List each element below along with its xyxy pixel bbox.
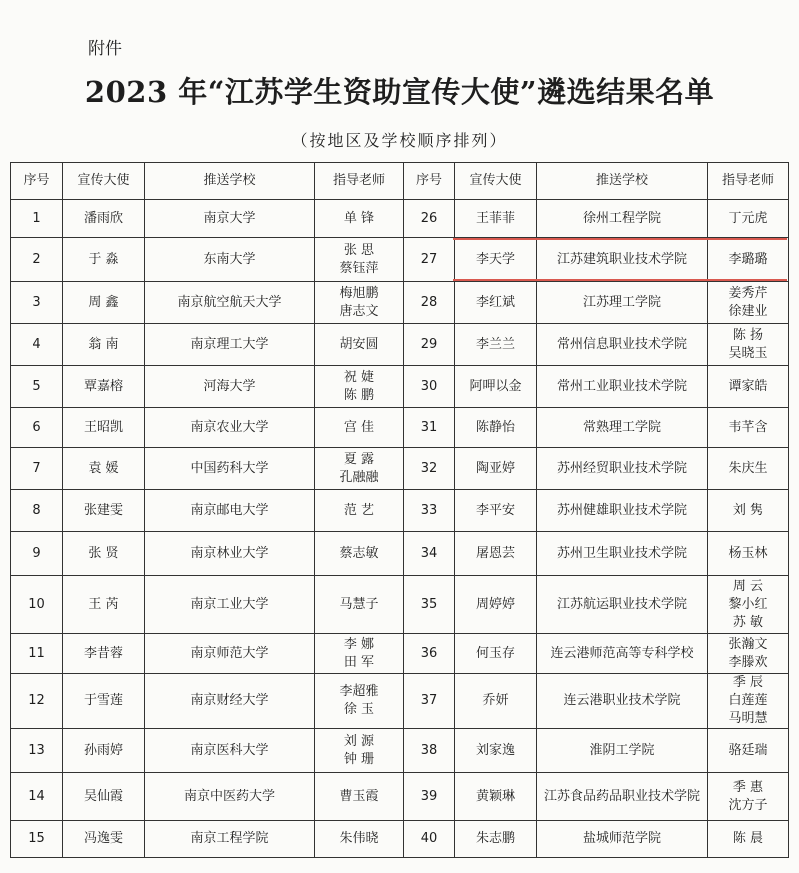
header-cell: 序号 bbox=[404, 163, 455, 200]
school-name: 常熟理工学院 bbox=[537, 408, 708, 448]
row-number: 12 bbox=[11, 674, 63, 729]
advisor-names: 陈 扬 吴晓玉 bbox=[708, 324, 789, 366]
table-row bbox=[11, 634, 789, 674]
school-name: 南京师范大学 bbox=[145, 634, 315, 674]
table-row bbox=[11, 282, 789, 324]
table-body bbox=[11, 200, 789, 858]
advisor-names: 刘 源 钟 珊 bbox=[315, 729, 404, 773]
ambassador-name: 阿呷以金 bbox=[455, 366, 537, 408]
table-row bbox=[11, 674, 789, 729]
advisor-names: 张 思 蔡钰萍 bbox=[315, 238, 404, 282]
table-row bbox=[11, 238, 789, 282]
row-number: 32 bbox=[404, 448, 455, 490]
ambassador-name: 于雪莲 bbox=[63, 674, 145, 729]
advisor-names: 胡安圆 bbox=[315, 324, 404, 366]
row-number: 8 bbox=[11, 490, 63, 532]
school-name: 南京医科大学 bbox=[145, 729, 315, 773]
school-name: 南京理工大学 bbox=[145, 324, 315, 366]
table-row bbox=[11, 366, 789, 408]
row-number: 40 bbox=[404, 821, 455, 858]
ambassador-name: 翁 南 bbox=[63, 324, 145, 366]
ambassador-name: 刘家逸 bbox=[455, 729, 537, 773]
ambassador-name: 何玉存 bbox=[455, 634, 537, 674]
row-number: 3 bbox=[11, 282, 63, 324]
advisor-names: 朱伟晓 bbox=[315, 821, 404, 858]
table-row bbox=[11, 821, 789, 858]
school-name: 苏州经贸职业技术学院 bbox=[537, 448, 708, 490]
ambassador-name: 潘雨欣 bbox=[63, 200, 145, 238]
row-number: 9 bbox=[11, 532, 63, 576]
advisor-names: 张瀚文 李滕欢 bbox=[708, 634, 789, 674]
ambassador-name: 周 鑫 bbox=[63, 282, 145, 324]
header-cell: 推送学校 bbox=[537, 163, 708, 200]
ambassador-name: 张 贤 bbox=[63, 532, 145, 576]
ambassador-name: 乔妍 bbox=[455, 674, 537, 729]
header-cell: 序号 bbox=[11, 163, 63, 200]
row-number: 6 bbox=[11, 408, 63, 448]
advisor-names: 曹玉霞 bbox=[315, 773, 404, 821]
ambassador-name: 冯逸雯 bbox=[63, 821, 145, 858]
ambassador-name: 孙雨婷 bbox=[63, 729, 145, 773]
advisor-names: 李璐璐 bbox=[708, 238, 789, 282]
header-cell: 宣传大使 bbox=[63, 163, 145, 200]
advisor-names: 马慧子 bbox=[315, 576, 404, 634]
row-number: 37 bbox=[404, 674, 455, 729]
table-row bbox=[11, 576, 789, 634]
school-name: 南京中医药大学 bbox=[145, 773, 315, 821]
ambassador-name: 李平安 bbox=[455, 490, 537, 532]
row-number: 36 bbox=[404, 634, 455, 674]
row-number: 10 bbox=[11, 576, 63, 634]
row-number: 28 bbox=[404, 282, 455, 324]
highlight-line-top bbox=[453, 238, 787, 240]
ambassador-name: 李昔蓉 bbox=[63, 634, 145, 674]
school-name: 苏州卫生职业技术学院 bbox=[537, 532, 708, 576]
table-header-row bbox=[11, 163, 789, 200]
ambassador-name: 黄颖琳 bbox=[455, 773, 537, 821]
header-cell: 宣传大使 bbox=[455, 163, 537, 200]
advisor-names: 姜秀芹 徐建业 bbox=[708, 282, 789, 324]
ambassador-name: 袁 媛 bbox=[63, 448, 145, 490]
advisor-names: 韦芊含 bbox=[708, 408, 789, 448]
advisor-names: 陈 晨 bbox=[708, 821, 789, 858]
row-number: 15 bbox=[11, 821, 63, 858]
table-row bbox=[11, 408, 789, 448]
table-row bbox=[11, 200, 789, 238]
advisor-names: 李超雅 徐 玉 bbox=[315, 674, 404, 729]
advisor-names: 朱庆生 bbox=[708, 448, 789, 490]
row-number: 11 bbox=[11, 634, 63, 674]
ambassador-name: 王菲菲 bbox=[455, 200, 537, 238]
row-number: 39 bbox=[404, 773, 455, 821]
row-number: 13 bbox=[11, 729, 63, 773]
row-number: 1 bbox=[11, 200, 63, 238]
row-number: 33 bbox=[404, 490, 455, 532]
school-name: 南京工程学院 bbox=[145, 821, 315, 858]
school-name: 南京航空航天大学 bbox=[145, 282, 315, 324]
row-number: 4 bbox=[11, 324, 63, 366]
page-subtitle: （按地区及学校顺序排列） bbox=[291, 131, 508, 150]
advisor-names: 李 娜 田 军 bbox=[315, 634, 404, 674]
advisor-names: 蔡志敏 bbox=[315, 532, 404, 576]
row-number: 26 bbox=[404, 200, 455, 238]
ambassador-name: 李天学 bbox=[455, 238, 537, 282]
advisor-names: 祝 婕 陈 鹏 bbox=[315, 366, 404, 408]
ambassador-name: 李红斌 bbox=[455, 282, 537, 324]
school-name: 江苏航运职业技术学院 bbox=[537, 576, 708, 634]
row-number: 5 bbox=[11, 366, 63, 408]
advisor-names: 丁元虎 bbox=[708, 200, 789, 238]
row-number: 7 bbox=[11, 448, 63, 490]
school-name: 徐州工程学院 bbox=[537, 200, 708, 238]
table-row bbox=[11, 729, 789, 773]
advisor-names: 周 云 黎小红 苏 敏 bbox=[708, 576, 789, 634]
school-name: 南京邮电大学 bbox=[145, 490, 315, 532]
school-name: 苏州健雄职业技术学院 bbox=[537, 490, 708, 532]
school-name: 常州信息职业技术学院 bbox=[537, 324, 708, 366]
advisor-names: 季 惠 沈方子 bbox=[708, 773, 789, 821]
table-row bbox=[11, 490, 789, 532]
school-name: 盐城师范学院 bbox=[537, 821, 708, 858]
ambassador-name: 屠恩芸 bbox=[455, 532, 537, 576]
school-name: 淮阴工学院 bbox=[537, 729, 708, 773]
advisor-names: 梅旭鹏 唐志文 bbox=[315, 282, 404, 324]
school-name: 南京林业大学 bbox=[145, 532, 315, 576]
school-name: 南京工业大学 bbox=[145, 576, 315, 634]
ambassador-name: 陈静怡 bbox=[455, 408, 537, 448]
school-name: 常州工业职业技术学院 bbox=[537, 366, 708, 408]
ambassador-name: 王 芮 bbox=[63, 576, 145, 634]
header-cell: 指导老师 bbox=[315, 163, 404, 200]
advisor-names: 谭家皓 bbox=[708, 366, 789, 408]
ambassador-name: 朱志鹏 bbox=[455, 821, 537, 858]
table-row bbox=[11, 448, 789, 490]
advisor-names: 范 艺 bbox=[315, 490, 404, 532]
ambassador-name: 张建雯 bbox=[63, 490, 145, 532]
ambassador-name: 王昭凯 bbox=[63, 408, 145, 448]
row-number: 31 bbox=[404, 408, 455, 448]
advisor-names: 刘 隽 bbox=[708, 490, 789, 532]
advisor-names: 单 锋 bbox=[315, 200, 404, 238]
school-name: 河海大学 bbox=[145, 366, 315, 408]
row-number: 2 bbox=[11, 238, 63, 282]
school-name: 江苏建筑职业技术学院 bbox=[537, 238, 708, 282]
ambassador-name: 陶亚婷 bbox=[455, 448, 537, 490]
row-number: 34 bbox=[404, 532, 455, 576]
ambassador-name: 覃嘉榕 bbox=[63, 366, 145, 408]
table-row bbox=[11, 324, 789, 366]
advisor-names: 杨玉林 bbox=[708, 532, 789, 576]
header-cell: 推送学校 bbox=[145, 163, 315, 200]
header-cell: 指导老师 bbox=[708, 163, 789, 200]
results-table bbox=[10, 162, 789, 858]
advisor-names: 宫 佳 bbox=[315, 408, 404, 448]
advisor-names: 季 辰 白莲莲 马明慧 bbox=[708, 674, 789, 729]
row-number: 14 bbox=[11, 773, 63, 821]
school-name: 南京农业大学 bbox=[145, 408, 315, 448]
advisor-names: 夏 露 孔融融 bbox=[315, 448, 404, 490]
school-name: 中国药科大学 bbox=[145, 448, 315, 490]
school-name: 连云港师范高等专科学校 bbox=[537, 634, 708, 674]
ambassador-name: 李兰兰 bbox=[455, 324, 537, 366]
row-number: 30 bbox=[404, 366, 455, 408]
school-name: 江苏理工学院 bbox=[537, 282, 708, 324]
table-row bbox=[11, 532, 789, 576]
ambassador-name: 吴仙霞 bbox=[63, 773, 145, 821]
table-row bbox=[11, 773, 789, 821]
attachment-label: 附件 bbox=[88, 39, 122, 59]
row-number: 38 bbox=[404, 729, 455, 773]
school-name: 江苏食品药品职业技术学院 bbox=[537, 773, 708, 821]
page-title: 2023 年“江苏学生资助宣传大使”遴选结果名单 bbox=[84, 75, 715, 109]
highlight-line-bottom bbox=[453, 279, 787, 281]
school-name: 连云港职业技术学院 bbox=[537, 674, 708, 729]
ambassador-name: 于 淼 bbox=[63, 238, 145, 282]
row-number: 35 bbox=[404, 576, 455, 634]
school-name: 东南大学 bbox=[145, 238, 315, 282]
school-name: 南京财经大学 bbox=[145, 674, 315, 729]
advisor-names: 骆廷瑞 bbox=[708, 729, 789, 773]
school-name: 南京大学 bbox=[145, 200, 315, 238]
row-number: 27 bbox=[404, 238, 455, 282]
ambassador-name: 周婷婷 bbox=[455, 576, 537, 634]
row-number: 29 bbox=[404, 324, 455, 366]
